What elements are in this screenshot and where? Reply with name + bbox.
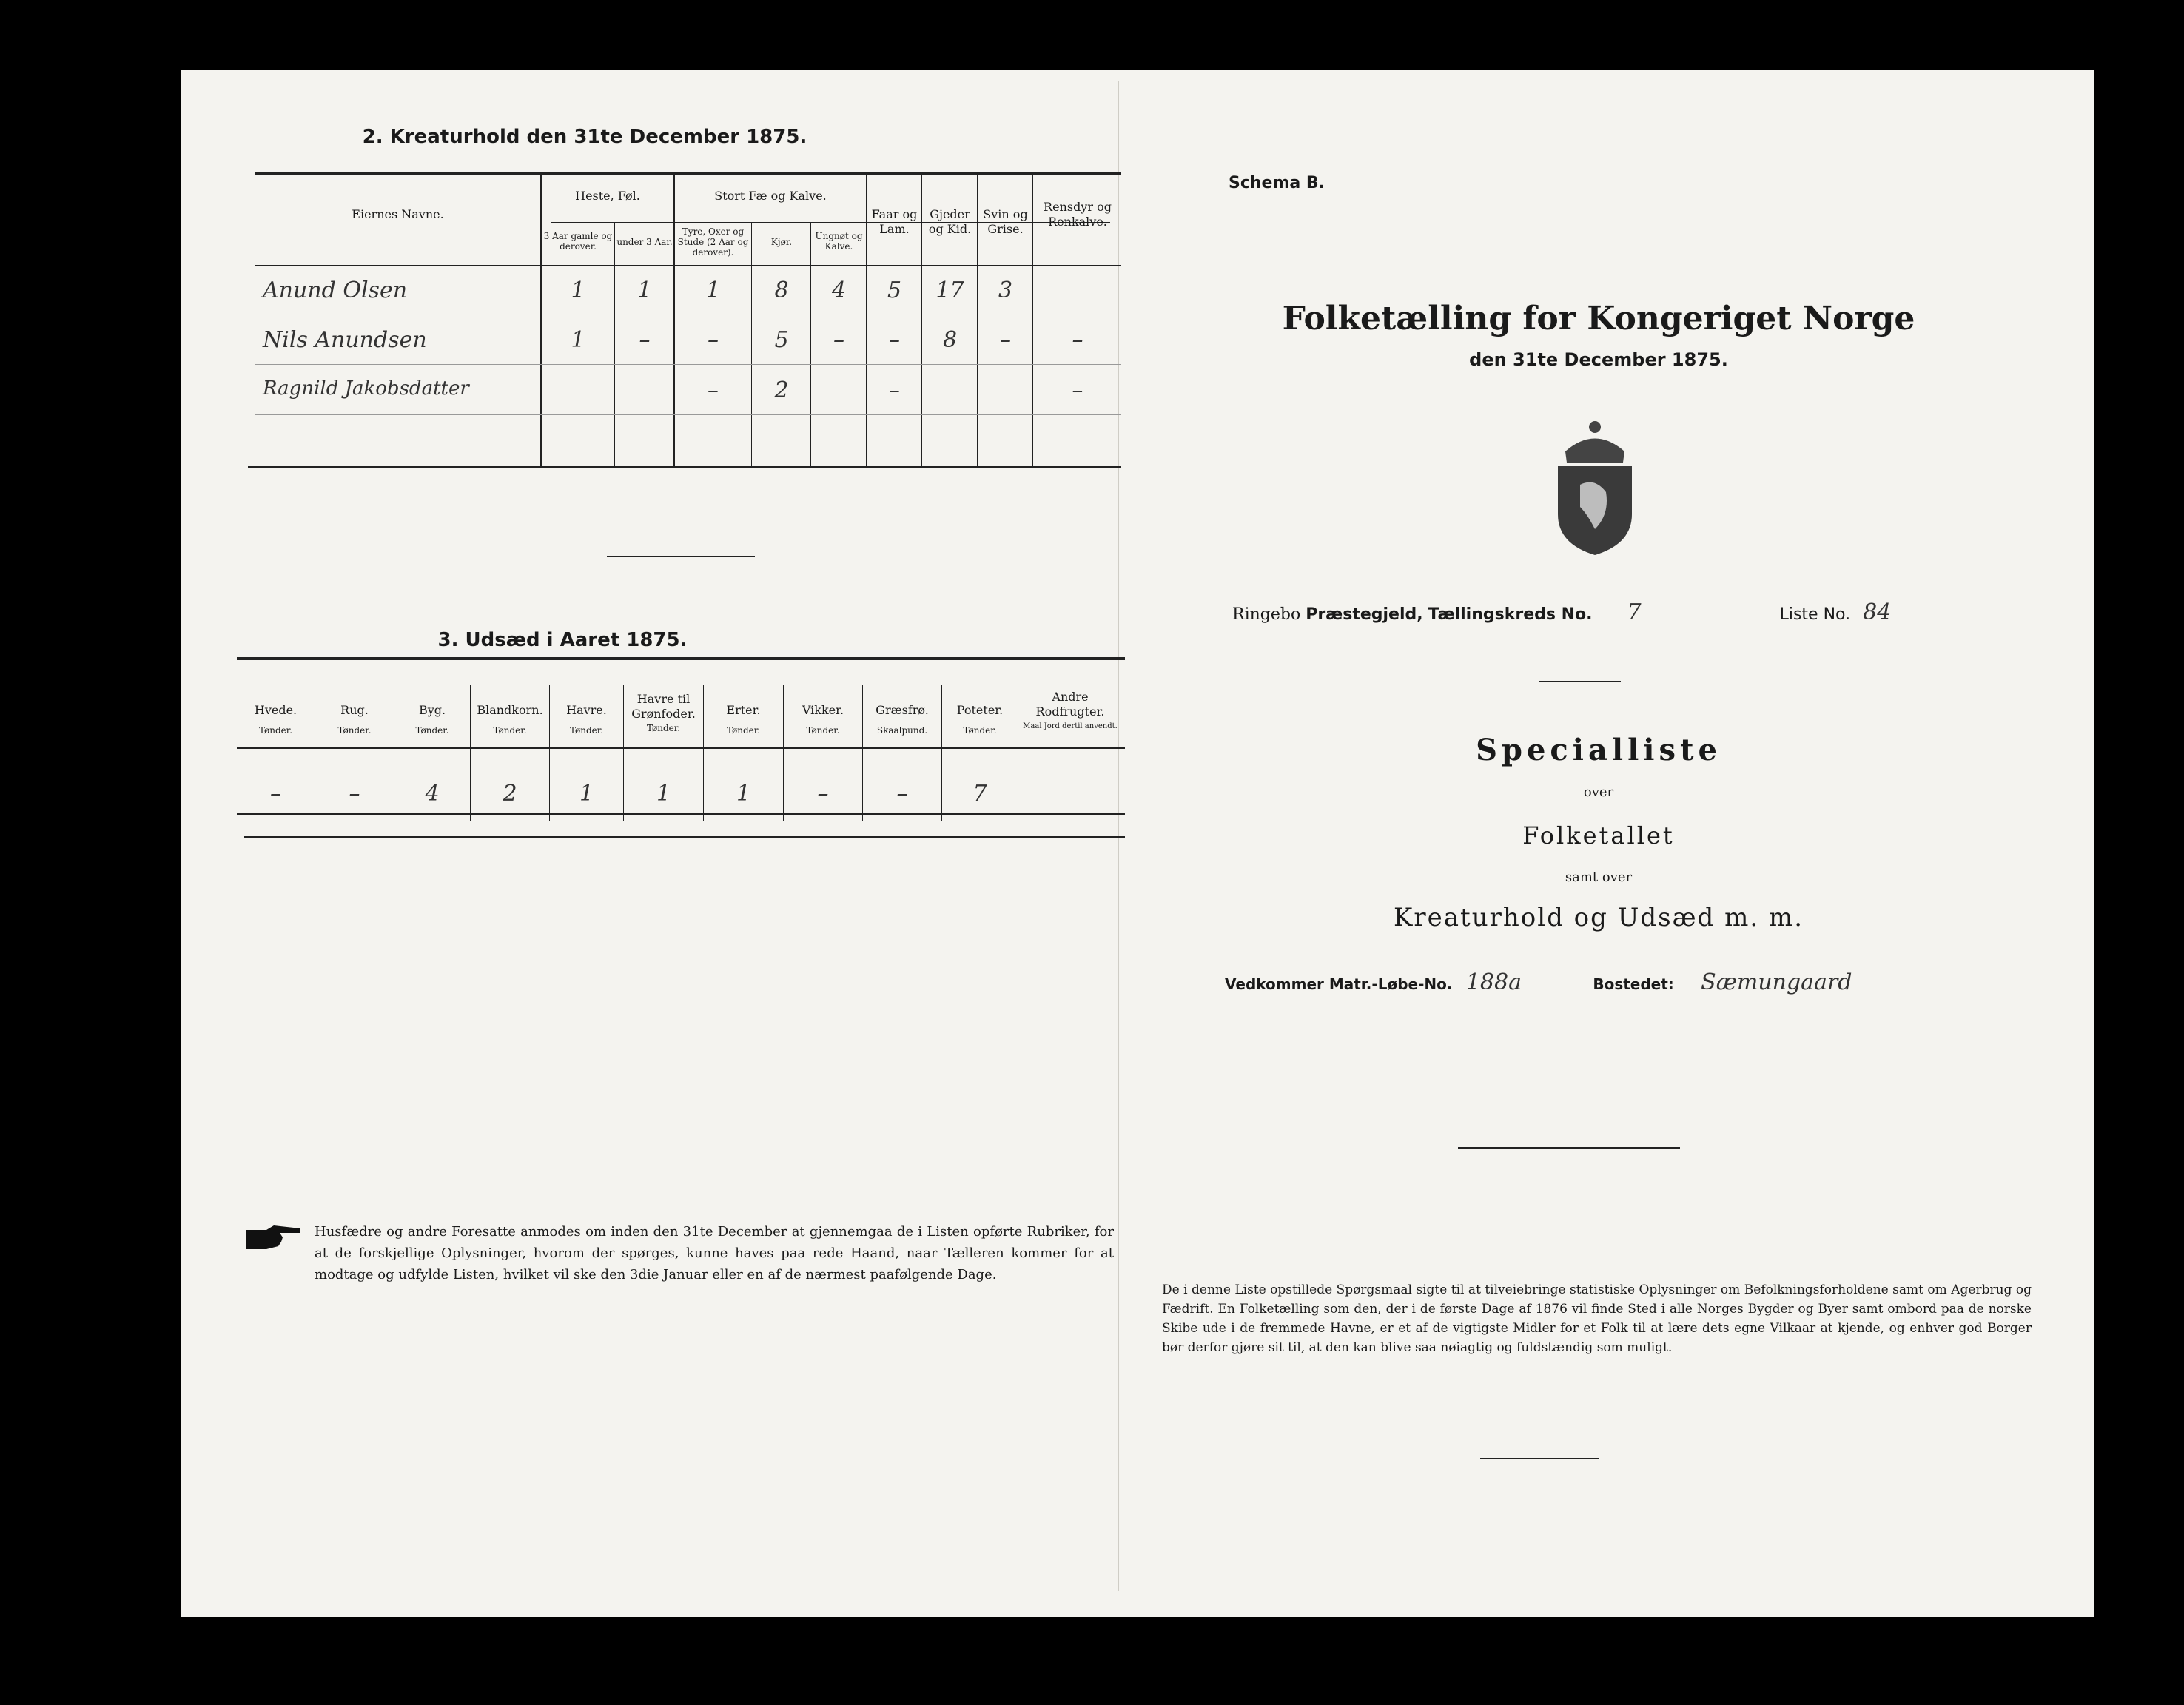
cell: – xyxy=(639,327,651,353)
t3-value: 1 xyxy=(656,781,671,807)
t3-value: 2 xyxy=(503,781,517,807)
t3-header-unit: Tønder. xyxy=(415,725,449,736)
matr-label: Vedkommer Matr.-Løbe-No. xyxy=(1225,975,1453,993)
t2-head-rule xyxy=(255,265,1121,266)
t3-header-unit: Tønder. xyxy=(337,725,372,736)
t3-header-unit: Tønder. xyxy=(806,725,840,736)
prestegjeld-label: Præstegjeld, xyxy=(1306,605,1423,624)
row-name: Ragnild Jakobsdatter xyxy=(263,377,469,400)
cell: – xyxy=(833,327,844,353)
cell: 1 xyxy=(571,327,585,353)
header-faar: Faar og Lam. xyxy=(871,207,918,236)
divider xyxy=(1480,1458,1599,1459)
kreaturhold-line: Kreaturhold og Udsæd m. m. xyxy=(1393,903,1804,932)
t2-row-rule xyxy=(255,414,1121,415)
t3-value: 1 xyxy=(736,781,751,807)
cell: 4 xyxy=(831,278,847,303)
t3-top-rule xyxy=(237,657,1125,660)
header-rensdyr: Rensdyr og Renkalve. xyxy=(1044,200,1112,229)
header-heste-a: 3 Aar gamle og derover. xyxy=(543,231,613,252)
t3-header-unit: Tønder. xyxy=(569,725,604,736)
matr-line xyxy=(1225,969,1852,995)
t3-header xyxy=(704,703,783,736)
bosted-value: Sæmungaard xyxy=(1701,969,1852,995)
cell: 17 xyxy=(935,278,964,303)
location-line xyxy=(1232,599,1891,625)
cell: 2 xyxy=(774,377,789,403)
header-heste-b: under 3 Aar. xyxy=(616,237,673,247)
t3-header-unit: Tønder. xyxy=(726,725,761,736)
t3-header-unit: Tønder. xyxy=(493,725,527,736)
t3-header-name: Andre Rodfrugter. xyxy=(1035,690,1105,719)
t3-header-name: Havre til Grønfoder. xyxy=(631,692,696,721)
t3-header-unit: Tønder. xyxy=(963,725,997,736)
t2-col xyxy=(614,222,615,466)
header-gjeder: Gjeder og Kid. xyxy=(928,207,972,236)
t3-header xyxy=(1018,690,1122,731)
t2-col xyxy=(810,222,811,466)
kreds-value: 7 xyxy=(1627,599,1642,625)
samt-over: samt over xyxy=(1565,870,1633,885)
cell: 1 xyxy=(705,278,721,303)
t3-header xyxy=(942,703,1018,736)
t3-header-name: Vikker. xyxy=(802,703,844,717)
t3-value: – xyxy=(896,781,908,807)
t3-header xyxy=(237,703,315,736)
census-date: den 31te December 1875. xyxy=(1469,349,1728,370)
right-page xyxy=(1121,89,2076,1591)
statistics-note: De i denne Liste opstillede Spørgsmaal sigte til at tilveiebringe statistiske Oplysninger om Befolkningsforholdene samt om Agerbrug og Fædrift. En Folketælling som den, der i de første Dage af 1876 vil finde Sted i alle Norges Bygder og Byer samt ombord paa de norske Skibe ude i de fremmede Havne, er et af de vigtigste Midler for et Folk til at lære dets egne Vilkaar at kjende, og enhver god Borger bør derfor gjøre sit til, at den kan blive saa nøiagtig og fuldstændig som muligt. xyxy=(1162,1282,2032,1355)
row-name: Nils Anundsen xyxy=(263,327,427,353)
divider xyxy=(607,556,755,557)
t3-head-rule xyxy=(237,747,1125,749)
cell: – xyxy=(708,327,719,353)
t3-header-name: Blandkorn. xyxy=(477,703,543,717)
t3-value: 7 xyxy=(972,781,987,807)
pointing-hand-icon xyxy=(244,1221,303,1258)
t2-row-rule xyxy=(255,364,1121,365)
cell: 8 xyxy=(942,327,958,353)
census-title: Folketælling for Kongeriget Norge xyxy=(1282,300,1915,337)
cell: 8 xyxy=(774,278,789,303)
t2-top-rule xyxy=(255,172,1121,175)
specialliste-title: Specialliste xyxy=(1476,733,1721,767)
divider xyxy=(1539,681,1621,682)
divider xyxy=(1458,1147,1680,1149)
cell: 3 xyxy=(998,278,1013,303)
t2-col xyxy=(673,172,675,466)
t3-header-unit: Tønder. xyxy=(646,723,681,733)
header-stort-b: Kjør. xyxy=(770,237,793,247)
t2-col xyxy=(977,172,978,466)
header-names: Eiernes Navne. xyxy=(352,207,444,221)
household-note: Husfædre og andre Foresatte anmodes om inden den 31te December at gjennemgaa de i Listen opførte Rubriker, for at de forskjellige Oplysninger, hvorom der spørges, kunne haves paa rede Haand, naar Tælleren kommer for at modtage og udfylde Listen, hvilket vil ske den 3die Januar eller en af de nærmest paafølgende Dage. xyxy=(315,1224,1114,1282)
t2-col xyxy=(921,172,922,466)
matr-value: 188a xyxy=(1465,969,1522,995)
cell: – xyxy=(889,377,900,403)
t3-header-unit: Maal Jord dertil anvendt. xyxy=(1023,722,1118,730)
t3-header-name: Rug. xyxy=(340,703,369,717)
t3-header-name: Hvede. xyxy=(254,703,298,717)
t3-header xyxy=(471,703,549,736)
herred: Ringebo xyxy=(1232,605,1301,624)
t3-value: 1 xyxy=(579,781,594,807)
liste-label: Liste No. xyxy=(1779,605,1851,624)
t3-header xyxy=(624,692,703,733)
cell: 1 xyxy=(571,278,585,303)
t3-header xyxy=(394,703,470,736)
cell: – xyxy=(1072,377,1083,403)
t3-header-name: Erter. xyxy=(726,703,761,717)
t3-header xyxy=(315,703,394,736)
cell: – xyxy=(1000,327,1011,353)
schema-label: Schema B. xyxy=(1229,174,1325,192)
left-page xyxy=(192,89,1118,1591)
section2-title: 2. Kreaturhold den 31te December 1875. xyxy=(362,126,807,148)
header-svin: Svin og Grise. xyxy=(983,207,1028,236)
t2-col xyxy=(1032,172,1033,466)
t3-header xyxy=(784,703,862,736)
row-name: Anund Olsen xyxy=(263,278,408,303)
section3-title: 3. Udsæd i Aaret 1875. xyxy=(437,629,688,651)
cell: – xyxy=(1072,327,1083,353)
t3-value: – xyxy=(349,781,360,807)
cell: – xyxy=(889,327,900,353)
t3-value: – xyxy=(817,781,829,807)
kreds-label: Tællingskreds No. xyxy=(1428,605,1593,624)
t3-header-name: Græsfrø. xyxy=(876,703,929,717)
t3-header-unit: Skaalpund. xyxy=(876,725,928,736)
folketallet: Folketallet xyxy=(1522,821,1675,850)
t3-bottom-rule xyxy=(237,813,1125,815)
t3-header-name: Havre. xyxy=(566,703,607,717)
t3-value: – xyxy=(270,781,281,807)
t2-col xyxy=(751,222,752,466)
header-heste: Heste, Føl. xyxy=(575,189,640,203)
coat-of-arms-icon xyxy=(1536,411,1654,559)
bosted-label: Bostedet: xyxy=(1593,975,1674,993)
t3-header-unit: Tønder. xyxy=(258,725,293,736)
t3-value: 4 xyxy=(425,781,440,807)
over-text: over xyxy=(1583,784,1614,800)
t3-double-rule xyxy=(244,836,1125,838)
t2-col xyxy=(540,172,542,466)
header-stort-c: Ungnøt og Kalve. xyxy=(815,231,863,252)
t3-header-name: Byg. xyxy=(418,703,446,717)
t3-header-name: Poteter. xyxy=(956,703,1004,717)
t3-header xyxy=(550,703,623,736)
liste-value: 84 xyxy=(1863,599,1892,625)
header-stort: Stort Fæ og Kalve. xyxy=(714,189,827,203)
cell: 5 xyxy=(887,278,902,303)
t3-header xyxy=(863,703,941,736)
cell: – xyxy=(708,377,719,403)
cell: 1 xyxy=(637,278,652,303)
header-stort-a: Tyre, Oxer og Stude (2 Aar og derover). xyxy=(677,226,749,258)
t2-bottom-rule xyxy=(248,466,1121,468)
cell: 5 xyxy=(774,327,789,353)
